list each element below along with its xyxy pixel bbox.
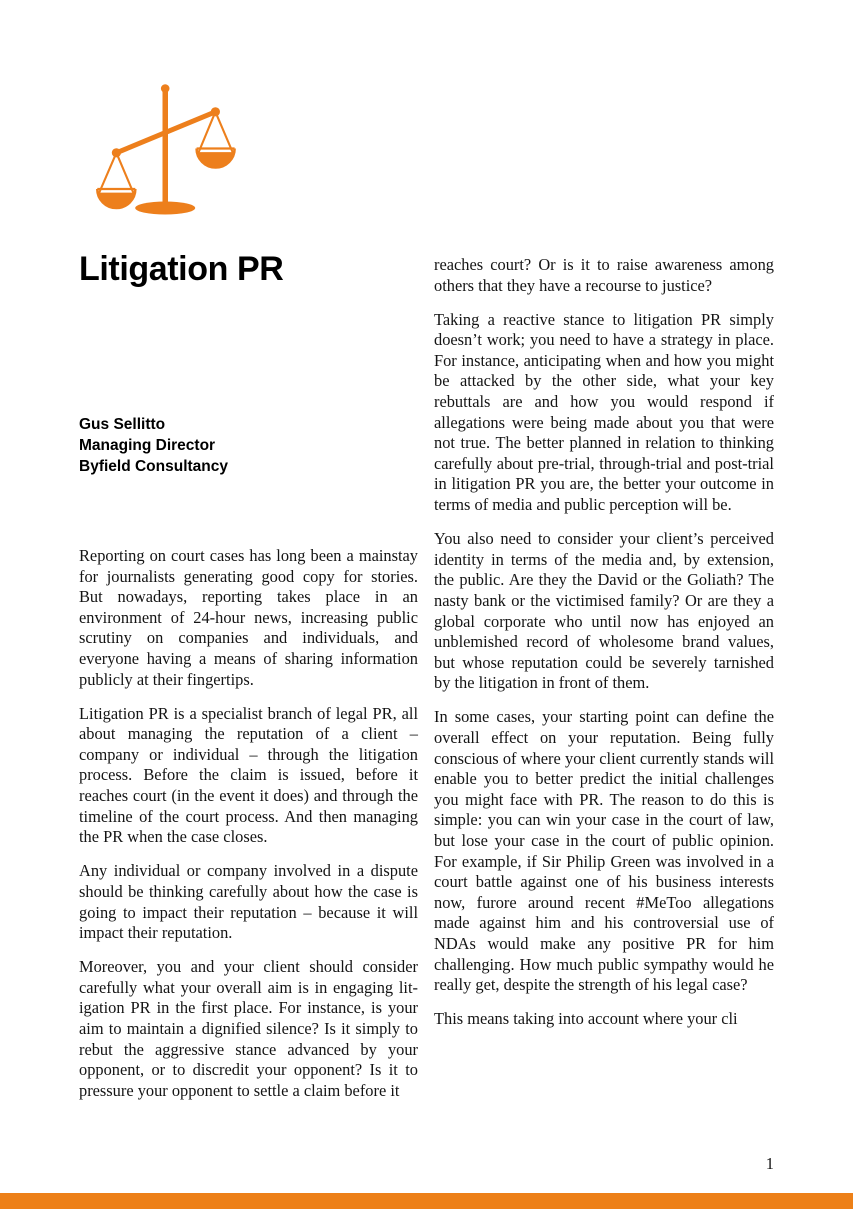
paragraph: reaches court? Or is it to raise awareness among others that they have a recourse to justice? [434,255,774,295]
author-byline [79,415,419,477]
author-role: Managing Director [79,436,216,454]
paragraph: Taking a reactive stance to litigation PR simply doesn’t work; you need to have a strategy in place. For instance, anticipating when and how you might be attacked by the other side, what your key rebuttals are and how you would respond if allegations were being made about you that were not true. The better planned in relation to thinking carefully about pre-trial, through-trial and post-trial in litigation PR you are, the better your outcome in terms of media and public perception will be. [434,309,774,515]
body-column-left [79,546,418,1101]
paragraph: This means taking into account where your cli [434,1009,738,1029]
paragraph: Moreover, you and your client should consider carefully what your overall aim is in engaging litigation PR in the first place. For instance, is your aim to maintain a dignified silence? Is it simply to rebut the aggressive stance advanced by your opponent, or to discredit your opponent? Is it to pressure your opponent to settle a claim before it [79,957,418,1100]
paragraph: You also need to consider your client’s perceived identity in terms of the media and, by extension, the public. Are they the David or the Goliath? The nasty bank or the victimised family? Or are they a global corporate who until now has enjoyed an unblemished record of wholesome brand values, but whose reputation could be severely tarnished by the litigation in front of them. [434,529,774,693]
paragraph: Any individual or company involved in a dispute should be thinking carefully about how the case is going to impact their reputation – because it will impact their reputation. [79,861,418,943]
page-title: Litigation PR [79,250,284,288]
page-number: 1 [765,1154,774,1173]
scales-of-justice-icon [96,80,236,220]
author-company: Byfield Consultancy [79,457,228,475]
paragraph: Reporting on court cases has long been a mainstay for journalists generating good copy for stories. But nowadays, reporting takes place in an environment of 24-hour news, increasing public scrutiny on companies and individuals, and everyone having a means of sharing information publicly at their fingertips. [79,546,418,689]
author-name: Gus Sellitto [79,416,166,433]
body-column-right [434,255,774,1030]
footer-accent-bar [0,1193,853,1209]
paragraph: Litigation PR is a specialist branch of legal PR, all about managing the reputation of a client – company or individual – through the litigation process. Before the claim is issued, before it reaches court (in the event it does) and through the timeline of the court process. And then managing the PR when the case closes. [79,703,418,847]
paragraph: In some cases, your starting point can define the overall effect on your reputation. Being fully conscious of where your client currently stands will enable you to better predict the initial challenges you might face with PR. The reason to do this is simple: you can win your case in the court of law, but lose your case in the court of public opinion. For example, if Sir Philip Green was involved in a court battle against one of his business interests now, furore around recent #MeToo allegations made against him and his controversial use of NDAs would make any positive PR for him challenging. How much public sympathy would he really get, despite the strength of his legal case? [434,707,774,995]
